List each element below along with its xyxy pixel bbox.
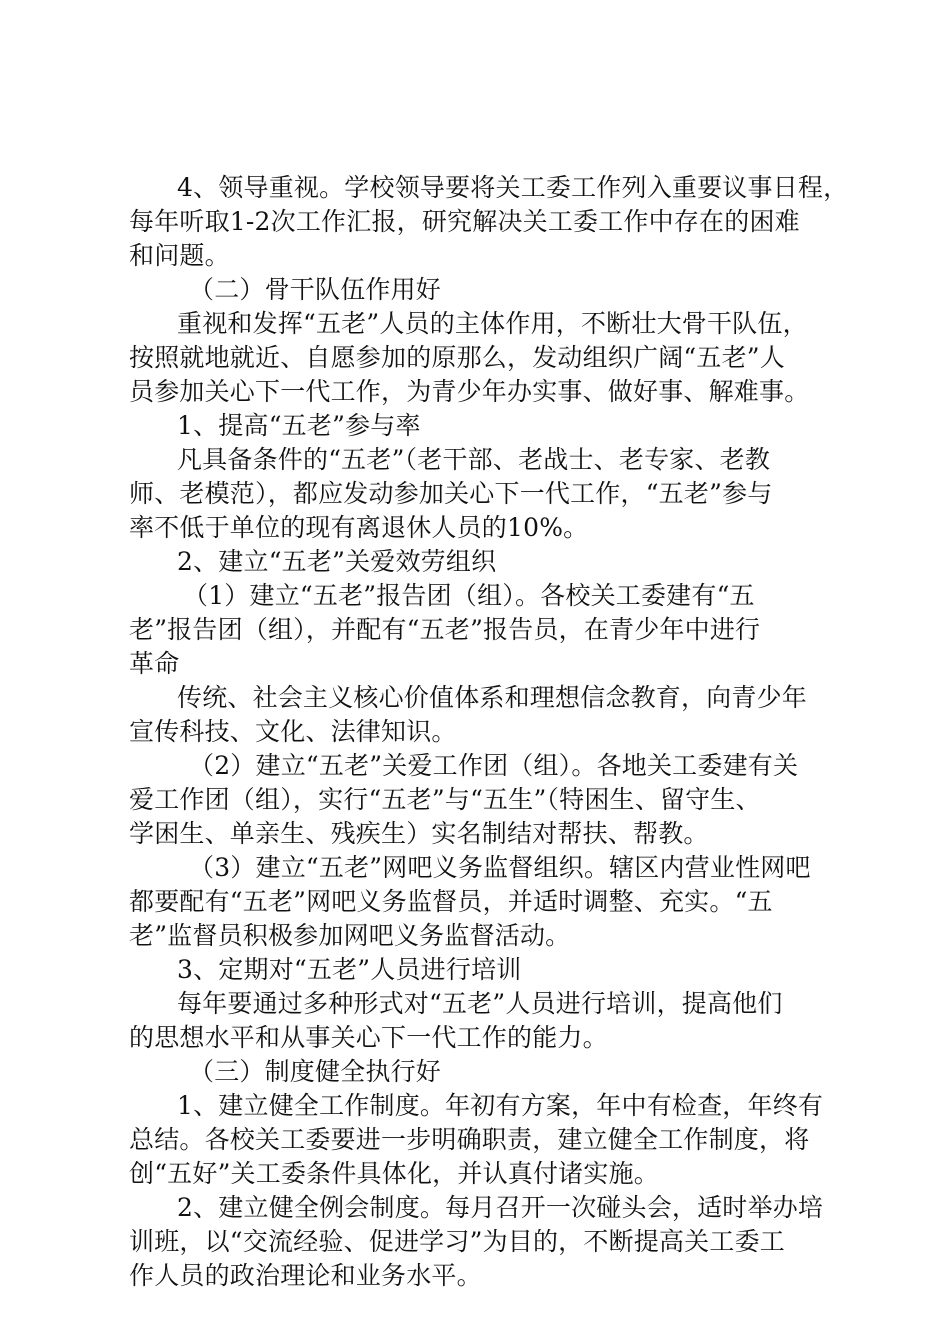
paragraph-line: 每年要通过多种形式对“五老”人员进行培训，提高他们: [177, 989, 783, 1018]
paragraph-line: 老”报告团（组），并配有“五老”报告员，在青少年中进行: [129, 615, 761, 644]
subsection-heading: 1、提高“五老”参与率: [177, 411, 421, 440]
paragraph-line: 的思想水平和从事关心下一代工作的能力。: [129, 1023, 608, 1052]
paragraph-line: 总结。各校关工委要进一步明确职责，建立健全工作制度，将: [129, 1125, 810, 1154]
paragraph-line: （3）建立“五老”网吧义务监督组织。辖区内营业性网吧: [189, 853, 811, 882]
paragraph-line: 员参加关心下一代工作，为青少年办实事、做好事、解难事。: [129, 377, 810, 406]
paragraph-line: 按照就地就近、自愿参加的原那么，发动组织广阔“五老”人: [129, 343, 785, 372]
paragraph-line: 作人员的政治理论和业务水平。: [129, 1261, 482, 1290]
paragraph-line: 学困生、单亲生、残疾生）实名制结对帮扶、帮教。: [129, 819, 709, 848]
paragraph-line: （2）建立“五老”关爱工作团（组）。各地关工委建有关: [189, 751, 799, 780]
subsection-heading: 2、建立“五老”关爱效劳组织: [177, 547, 497, 576]
paragraph-line: 都要配有“五老”网吧义务监督员，并适时调整、充实。“五: [129, 887, 773, 916]
paragraph-line: 革命: [129, 649, 180, 678]
paragraph-line: 老”监督员积极参加网吧义务监督活动。: [129, 921, 571, 950]
subsection-heading: 3、定期对“五老”人员进行培训: [177, 955, 522, 984]
section-heading: （二）骨干队伍作用好: [189, 275, 442, 304]
section-heading: （三）制度健全执行好: [189, 1057, 442, 1086]
paragraph-line: 和问题。: [129, 241, 230, 270]
paragraph-line: 爱工作团（组），实行“五老”与“五生”（特困生、留守生、: [129, 785, 761, 814]
paragraph-line: 率不低于单位的现有离退休人员的10%。: [129, 513, 589, 542]
paragraph-line: 宣传科技、文化、法律知识。: [129, 717, 457, 746]
document-body: [129, 171, 849, 1293]
paragraph-line: 2、建立健全例会制度。每月召开一次碰头会，适时举办培: [177, 1193, 824, 1222]
paragraph-line: 师、老模范），都应发动参加关心下一代工作，“五老”参与: [129, 479, 773, 508]
paragraph-line: 1、建立健全工作制度。年初有方案，年中有检查，年终有: [177, 1091, 824, 1120]
paragraph-line: 创“五好”关工委条件具体化，并认真付诸实施。: [129, 1159, 659, 1188]
paragraph-line: 训班，以“交流经验、促进学习”为目的，不断提高关工委工: [129, 1227, 785, 1256]
paragraph-line: 4、领导重视。学校领导要将关工委工作列入重要议事日程，: [177, 173, 849, 202]
paragraph-line: （1）建立“五老”报告团（组）。各校关工委建有“五: [183, 581, 755, 610]
paragraph-line: 重视和发挥“五老”人员的主体作用，不断壮大骨干队伍，: [177, 309, 808, 338]
paragraph-line: 传统、社会主义核心价值体系和理想信念教育，向青少年: [177, 683, 808, 712]
paragraph-line: 凡具备条件的“五老”（老干部、老战士、老专家、老教: [177, 445, 771, 474]
paragraph-line: 每年听取1-2次工作汇报，研究解决关工委工作中存在的困难: [129, 207, 800, 236]
